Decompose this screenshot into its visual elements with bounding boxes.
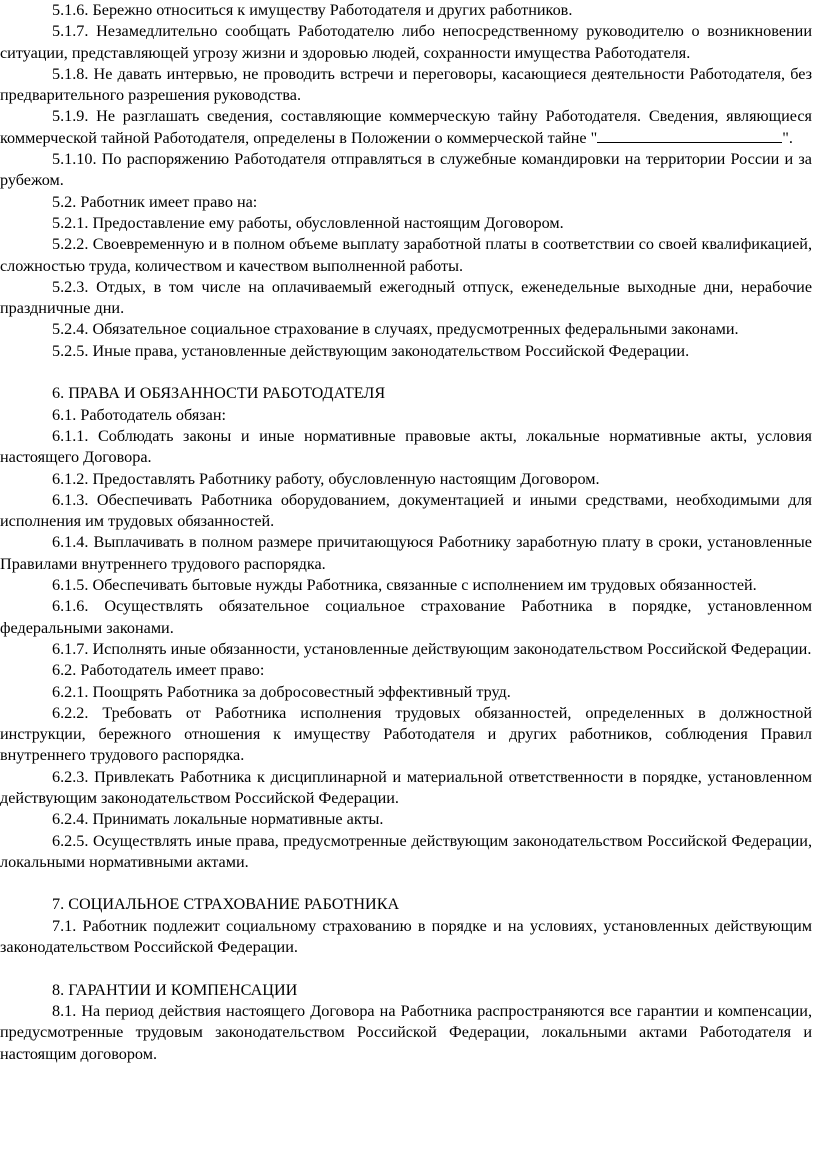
clause-paragraph: 6.1.3. Обеспечивать Работника оборудованием, документацией и иными средствами, необходимыми для исполнения им трудовых обязанностей. (0, 490, 812, 531)
clause-paragraph (0, 106, 812, 149)
clause-text: 5.1.9. Не разглашать сведения, составляющие коммерческую тайну Работодателя. Сведения, являющиеся коммерческой тайной Работодателя, определены в Положении о коммерческой тайне " (0, 107, 812, 147)
clause-paragraph: 6.2.5. Осуществлять иные права, предусмотренные действующим законодательством Российской Федерации, локальными нормативными актами. (0, 831, 812, 871)
section-spacer (0, 362, 812, 383)
clause-paragraph: 5.1.6. Бережно относиться к имуществу Работодателя и других работников. (52, 1, 573, 19)
clause-paragraph: 6.1.1. Соблюдать законы и иные нормативные правовые акты, локальные нормативные акты, условия настоящего Договора. (0, 426, 812, 467)
clause-paragraph: 6.1.7. Исполнять иные обязанности, установленные действующим законодательством Российской Федерации. (52, 639, 812, 658)
clause-paragraph: 6.1.2. Предоставлять Работнику работу, обусловленную настоящим Договором. (52, 469, 600, 488)
clause-paragraph: 5.1.10. По распоряжению Работодателя отправляться в служебные командировки на территории России и за рубежом. (0, 150, 812, 190)
clause-paragraph: 7.1. Работник подлежит социальному страхованию в порядке и на условиях, установленных действующим законодательством Российской Федерации. (0, 916, 812, 957)
clause-paragraph: 5.2.4. Обязательное социальное страхование в случаях, предусмотренных федеральными законами. (52, 320, 739, 339)
clause-paragraph: 6.1. Работодатель обязан: (52, 405, 226, 424)
clause-paragraph: 6.2.1. Поощрять Работника за добросовестный эффективный труд. (52, 682, 511, 701)
clause-paragraph: 6.2.4. Принимать локальные нормативные акты. (52, 810, 384, 829)
clause-paragraph: 6.1.4. Выплачивать в полном размере причитающуюся Работнику заработную плату в сроки, установленные Правилами внутреннего трудового распорядка. (0, 533, 812, 573)
section-heading: 6. ПРАВА И ОБЯЗАННОСТИ РАБОТОДАТЕЛЯ (52, 384, 386, 403)
clause-paragraph: 5.2.5. Иные права, установленные действующим законодательством Российской Федерации. (52, 341, 690, 360)
clause-text-end: ". (782, 128, 793, 147)
clause-paragraph: 8.1. На период действия настоящего Договора на Работника распространяются все гарантии и компенсации, предусмотренные трудовым законодательством Российской Федерации, локальными актами Работодателя и настоящим договором. (0, 1001, 812, 1063)
section-spacer (0, 873, 812, 894)
section-spacer (0, 958, 812, 979)
clause-paragraph: 6.2.3. Привлекать Работника к дисциплинарной и материальной ответственности в порядке, установленном действующим законодательством Российской Федерации. (0, 767, 812, 807)
clause-paragraph: 6.1.5. Обеспечивать бытовые нужды Работника, связанные с исполнением им трудовых обязанностей. (52, 576, 757, 595)
clause-paragraph: 5.1.8. Не давать интервью, не проводить встречи и переговоры, касающиеся деятельности Работодателя, без предварительного разрешения руководства. (0, 64, 812, 105)
section-heading: 8. ГАРАНТИИ И КОМПЕНСАЦИИ (52, 980, 298, 999)
clause-paragraph: 5.1.7. Незамедлительно сообщать Работодателю либо непосредственному руководителю о возникновении ситуации, представляющей угрозу жизни и здоровью людей, сохранности имущества Работодателя. (0, 22, 812, 62)
clause-paragraph: 6.2.2. Требовать от Работника исполнения трудовых обязанностей, определенных в должностной инструкции, бережного отношения к имуществу Работодателя и других работников, соблюдения Правил внутреннего трудового распорядка. (0, 703, 812, 765)
clause-paragraph: 5.2.3. Отдых, в том числе на оплачиваемый ежегодный отпуск, еженедельные выходные дни, нерабочие праздничные дни. (0, 277, 812, 318)
clause-paragraph: 6.2. Работодатель имеет право: (52, 661, 265, 680)
clause-paragraph: 6.1.6. Осуществлять обязательное социальное страхование Работника в порядке, установленном федеральными законами. (0, 597, 812, 637)
clause-paragraph: 5.2.2. Своевременную и в полном объеме выплату заработной платы в соответствии со своей квалификацией, сложностью труда, количеством и качеством выполненной работы. (0, 235, 812, 275)
blank-fill-line (597, 129, 782, 143)
section-heading: 7. СОЦИАЛЬНОЕ СТРАХОВАНИЕ РАБОТНИКА (52, 895, 400, 914)
clause-paragraph: 5.2.1. Предоставление ему работы, обусловленной настоящим Договором. (52, 213, 564, 232)
clause-paragraph: 5.2. Работник имеет право на: (52, 192, 258, 211)
